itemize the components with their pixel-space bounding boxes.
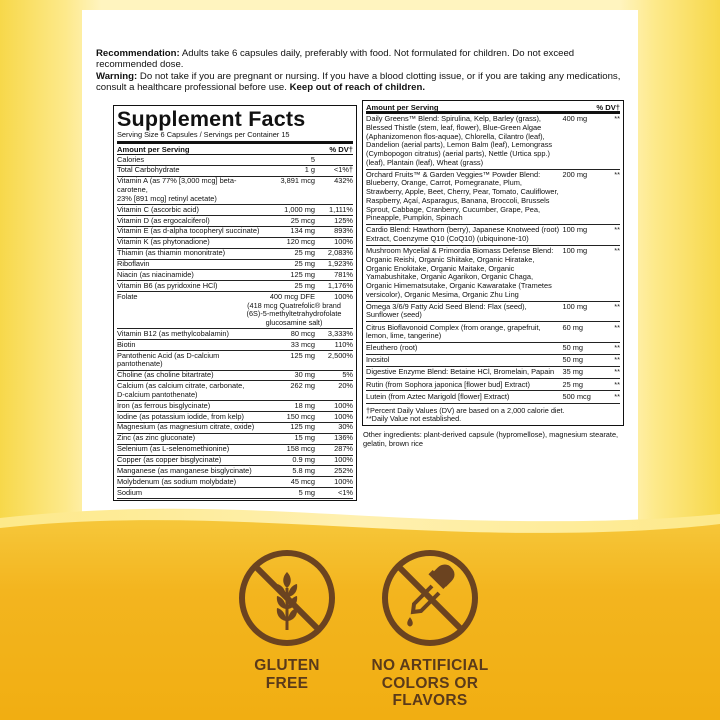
facts-row	[366, 225, 620, 246]
nutrient-dv: 5%	[342, 370, 353, 380]
supplement-facts-title: Supplement Facts	[117, 107, 306, 131]
nutrient-dv: **	[614, 379, 620, 389]
badge-line: FLAVORS	[392, 692, 468, 709]
nutrient-name: Orchard Fruits™ & Garden Veggies™ Powder Blend: Blueberry, Orange, Carrot, Pomegranate, Plum, Strawberry, Apple, Beet, Cherry, Pear, Tomato, Cauliflower, Raspberry, Açaí, Asparagus, Banana, Broccoli, Brussels Sprout, Cabbage, Cranberry, Cucumber, Grape, Pea, Pineapple, Pumpkin, Spinach	[366, 169, 559, 223]
facts-row	[117, 412, 353, 423]
nutrient-amount: 0.9 mg	[292, 455, 315, 465]
nutrient-amount: 134 mg	[290, 226, 315, 236]
nutrient-dv: 781%	[334, 270, 353, 280]
nutrient-name: Pantothenic Acid (as D-calcium pantothenate)	[117, 350, 220, 369]
nutrient-dv: 2,500%	[327, 350, 353, 360]
warning-label: Warning:	[96, 71, 138, 82]
nutrient-amount: 60 mg	[562, 322, 583, 332]
facts-row	[117, 227, 353, 238]
nutrient-name: Vitamin B12 (as methylcobalamin)	[117, 328, 230, 338]
nutrient-amount: 5.8 mg	[292, 466, 315, 475]
nutrient-amount: 158 mcg	[286, 444, 315, 454]
nutrient-name: Molybdenum (as sodium molybdate)	[117, 476, 237, 486]
nutrient-dv: 1,923%	[327, 259, 353, 269]
dv-footnote: †Percent Daily Values (DV) are based on a 2,000 calorie diet. **Daily Value not established.	[366, 405, 565, 424]
nutrient-name: Vitamin A (as 77% [3,000 mcg] beta-carotene, 23% [891 mcg] retinyl acetate)	[117, 176, 237, 203]
nutrient-amount: 25 mg	[294, 280, 315, 290]
warning-body: Do not take if you are pregnant or nursing. If you have a blood clotting issue, or if you are taking any medications, consult a healthcare professional before use.	[96, 71, 621, 94]
blends-dv-header: % DV†	[596, 103, 620, 112]
nutrient-dv: 100%	[334, 476, 353, 486]
nutrient-amount: 25 mcg	[290, 215, 315, 225]
nutrient-name: Thiamin (as thiamin mononitrate)	[117, 248, 226, 258]
nutrient-name: Cardio Blend: Hawthorn (berry), Japanese Knotweed (root) Extract, Coenzyme Q10 (CoQ10) (ubiquinone-10)	[366, 225, 560, 244]
facts-row	[117, 456, 353, 467]
nutrient-dv: 100%	[334, 237, 353, 247]
nutrient-name: Calories	[117, 154, 145, 164]
facts-row	[117, 466, 353, 477]
nutrient-amount: 5	[310, 154, 315, 164]
nutrient-amount: 120 mcg	[286, 237, 315, 247]
nutrient-dv: **	[614, 343, 620, 353]
facts-row	[366, 343, 620, 355]
nutrient-dv: 1,111%	[329, 204, 353, 214]
nutrient-name: Vitamin K (as phytonadione)	[117, 237, 210, 247]
nutrient-dv: **	[614, 322, 620, 332]
nutrient-name: Eleuthero (root)	[366, 343, 418, 353]
nutrient-dv: 252%	[334, 466, 353, 475]
nutrient-dv: <1%†	[333, 165, 353, 175]
facts-row	[366, 246, 620, 302]
nutrient-dv: <1%	[338, 487, 353, 497]
facts-row	[117, 381, 353, 401]
nutrient-amount: 35 mg	[562, 367, 583, 377]
nutrient-amount: 25 mg	[294, 248, 315, 258]
nutrient-amount: 50 mg	[562, 343, 583, 353]
nutrient-amount: 100 mg	[562, 225, 588, 235]
blends-amount-header: Amount per Serving	[366, 103, 439, 112]
nutrient-amount: 1 g	[304, 165, 315, 175]
nutrient-dv: 1,176%	[327, 280, 353, 290]
nutrient-amount: 125 mg	[290, 350, 315, 360]
nutrient-name: Sodium	[117, 487, 143, 497]
nutrient-dv: 432%	[334, 176, 353, 186]
gluten-free-label	[225, 657, 349, 692]
facts-row	[117, 249, 353, 260]
nutrient-dv: 20%	[338, 381, 353, 391]
nutrient-name: Riboflavin	[117, 259, 150, 269]
recommendation-text	[96, 48, 631, 70]
facts-row	[117, 205, 353, 216]
nutrient-amount: 18 mg	[294, 400, 315, 410]
facts-rows	[117, 155, 353, 292]
nutrient-name: Rutin (from Sophora japonica [flower bud] Extract)	[366, 379, 530, 389]
nutrient-amount: 150 mcg	[286, 411, 315, 421]
nutrient-amount: 80 mcg	[290, 328, 315, 338]
nutrient-name: Vitamin D (as ergocalciferol)	[117, 215, 210, 225]
nutrient-name: Digestive Enzyme Blend: Betaine HCl, Bromelain, Papain	[366, 367, 555, 377]
facts-row	[117, 270, 353, 281]
nutrient-name: Lutein (from Aztec Marigold [flower] Extract)	[366, 391, 510, 401]
dv-header: % DV†	[329, 145, 353, 154]
nutrient-name: Omega 3/6/9 Fatty Acid Seed Blend: Flax (seed), Sunflower (seed)	[366, 301, 527, 320]
nutrient-amount: 45 mcg	[290, 476, 315, 486]
nutrient-name: Copper (as copper bisglycinate)	[117, 455, 222, 465]
facts-row	[117, 238, 353, 249]
nutrient-name: Citrus Bioflavonoid Complex (from orange, grapefruit, lemon, lime, tangerine)	[366, 322, 541, 341]
nutrient-amount: 1,000 mg	[284, 204, 315, 214]
nutrient-dv: **	[614, 367, 620, 377]
nutrient-amount: 100 mg	[562, 301, 588, 311]
nutrient-amount: 500 mcg	[562, 391, 591, 401]
facts-row	[366, 302, 620, 323]
nutrient-dv: 30%	[338, 422, 353, 432]
nutrient-dv: **	[614, 301, 620, 311]
nutrient-dv: 2,083%	[327, 248, 353, 258]
nutrient-amount: 3,891 mcg	[280, 176, 315, 186]
badge-line: COLORS OR	[381, 674, 479, 692]
blends-header	[366, 101, 620, 114]
nutrient-name: Manganese (as manganese bisglycinate)	[117, 466, 252, 475]
facts-row	[366, 114, 620, 170]
nutrient-amount: 262 mg	[290, 381, 315, 391]
nutrient-amount: 200 mg	[562, 169, 588, 179]
recommendation-body: Adults take 6 capsules daily, preferably with food. Not formulated for children. Do not exceed recommended dose.	[96, 48, 575, 71]
nutrient-amount: 400 mg	[562, 114, 588, 124]
facts-row	[117, 477, 353, 488]
badge-line: NO ARTIFICIAL	[371, 657, 489, 674]
nutrient-name: Folate	[117, 291, 138, 301]
nutrient-name: Total Carbohydrate	[117, 165, 180, 175]
facts-row	[117, 166, 353, 177]
nutrient-dv: 100%	[334, 455, 353, 465]
supplement-facts-table	[113, 105, 357, 501]
badge-line: GLUTEN	[254, 657, 320, 674]
warning-text	[96, 71, 631, 93]
nutrient-name: Inositol	[366, 355, 390, 365]
nutrient-amount: 5 mg	[298, 487, 315, 497]
facts-row	[117, 329, 353, 340]
nutrient-dv: **	[614, 391, 620, 401]
blends-table	[362, 100, 624, 426]
nutrient-amount: 25 mg	[562, 379, 583, 389]
facts-row	[117, 434, 353, 445]
nutrient-dv: 100%	[334, 411, 353, 421]
nutrient-dv: 287%	[334, 444, 353, 454]
nutrient-dv: 3,333%	[327, 328, 353, 338]
nutrient-amount: 125 mg	[290, 270, 315, 280]
wheat-crossed-icon	[237, 548, 337, 648]
folate-note: (418 mcg Quatrefolic® brand (6S)-5-methyltetrahydrofolate glucosamine salt)	[246, 300, 342, 327]
dropper-crossed-icon	[380, 548, 480, 648]
nutrient-amount: 100 mg	[562, 246, 588, 256]
nutrient-name: Iron (as ferrous bisglycinate)	[117, 400, 211, 410]
nutrient-dv: **	[614, 169, 620, 179]
facts-row	[117, 340, 353, 351]
nutrient-name: Iodine (as potassium iodide, from kelp)	[117, 411, 244, 421]
nutrient-dv: 100%	[334, 291, 353, 301]
nutrient-name: Choline (as choline bitartrate)	[117, 370, 214, 380]
facts-row	[117, 445, 353, 456]
nutrient-amount: 50 mg	[562, 355, 583, 365]
facts-row	[117, 351, 353, 371]
facts-header	[117, 144, 353, 155]
recommendation-label: Recommendation:	[96, 48, 180, 59]
nutrient-name: Mushroom Mycelial & Primordia Biomass Defense Blend: Organic Reishi, Organic Shiitake, Organic Hiratake, Organic Enokitake, Organic Maitake, Organic Yamabushitake, Organic Agarikon, Organic Chaga, Organic Himematsutake, Organic Kawaratake (Trametes versicolor), Organic Mesima, Organic Zhu Ling	[366, 246, 554, 299]
facts-row	[366, 322, 620, 343]
facts-row	[366, 355, 620, 367]
nutrient-dv: **	[614, 246, 620, 256]
amount-per-serving-header: Amount per Serving	[117, 145, 190, 154]
facts-row	[117, 155, 353, 166]
nutrient-name: Calcium (as calcium citrate, carbonate, D-calcium pantothenate)	[117, 381, 245, 399]
nutrient-dv: 893%	[334, 226, 353, 236]
facts-row	[117, 281, 353, 292]
nutrient-dv: 125%	[334, 215, 353, 225]
nutrient-amount: 33 mcg	[290, 339, 315, 349]
warning-keep-away: Keep out of reach of children.	[289, 82, 426, 94]
facts-row	[366, 367, 620, 379]
facts-row	[366, 379, 620, 391]
facts-row	[117, 260, 353, 271]
no-artificial-label	[362, 657, 498, 710]
nutrient-dv: **	[614, 355, 620, 365]
nutrient-name: Vitamin B6 (as pyridoxine HCl)	[117, 280, 218, 290]
nutrient-amount: 25 mg	[294, 259, 315, 269]
nutrient-dv: **	[614, 114, 620, 124]
nutrient-dv	[317, 156, 353, 165]
nutrient-amount: 400 mcg DFE	[269, 291, 315, 301]
nutrient-amount: 15 mg	[294, 433, 315, 443]
nutrient-name: Daily Greens™ Blend: Spirulina, Kelp, Barley (grass), Blessed Thistle (stem, leaf, flower), Blue-Green Algae (Aphanizomenon flos-aquae), Chlorella, Cilantro (leaf), Dandelion (aerial parts), Lemon Balm (leaf), Lemongrass (Cymbopogon citratus) (aerial parts), Nettle (Urtica spp.) (leaf), Plantain (leaf), Wheat (grass)	[366, 114, 553, 167]
other-ingredients: Other ingredients: plant-derived capsule (hypromellose), magnesium stearate, gelatin, brown rice	[363, 430, 619, 448]
nutrient-dv: 136%	[334, 433, 353, 443]
nutrient-name: Biotin	[117, 339, 136, 349]
nutrient-dv: 110%	[334, 339, 353, 349]
facts-row	[117, 423, 353, 434]
nutrient-name: Vitamin C (ascorbic acid)	[117, 204, 200, 214]
facts-row	[366, 391, 620, 403]
nutrient-name: Zinc (as zinc gluconate)	[117, 433, 196, 443]
nutrient-amount: 125 mg	[290, 422, 315, 432]
blends-rows	[366, 114, 620, 404]
yellow-wave-background	[0, 498, 720, 720]
serving-size: Serving Size 6 Capsules / Servings per Container 15	[117, 130, 353, 144]
facts-row	[117, 371, 353, 382]
facts-row	[117, 401, 353, 412]
facts-row	[366, 170, 620, 226]
facts-row	[117, 177, 353, 205]
badge-line: FREE	[265, 674, 309, 692]
nutrient-amount: 30 mg	[294, 370, 315, 380]
nutrient-dv: 100%	[334, 400, 353, 410]
nutrient-name: Selenium (as L-selenomethionine)	[117, 444, 230, 454]
nutrient-name: Niacin (as niacinamide)	[117, 270, 194, 280]
nutrient-name: Magnesium (as magnesium citrate, oxide)	[117, 422, 255, 432]
facts-row	[117, 216, 353, 227]
facts-rows-2	[117, 329, 353, 499]
nutrient-dv: **	[614, 225, 620, 235]
nutrient-name: Vitamin E (as d-alpha tocopheryl succinate)	[117, 226, 260, 236]
facts-row-folate	[117, 292, 353, 329]
